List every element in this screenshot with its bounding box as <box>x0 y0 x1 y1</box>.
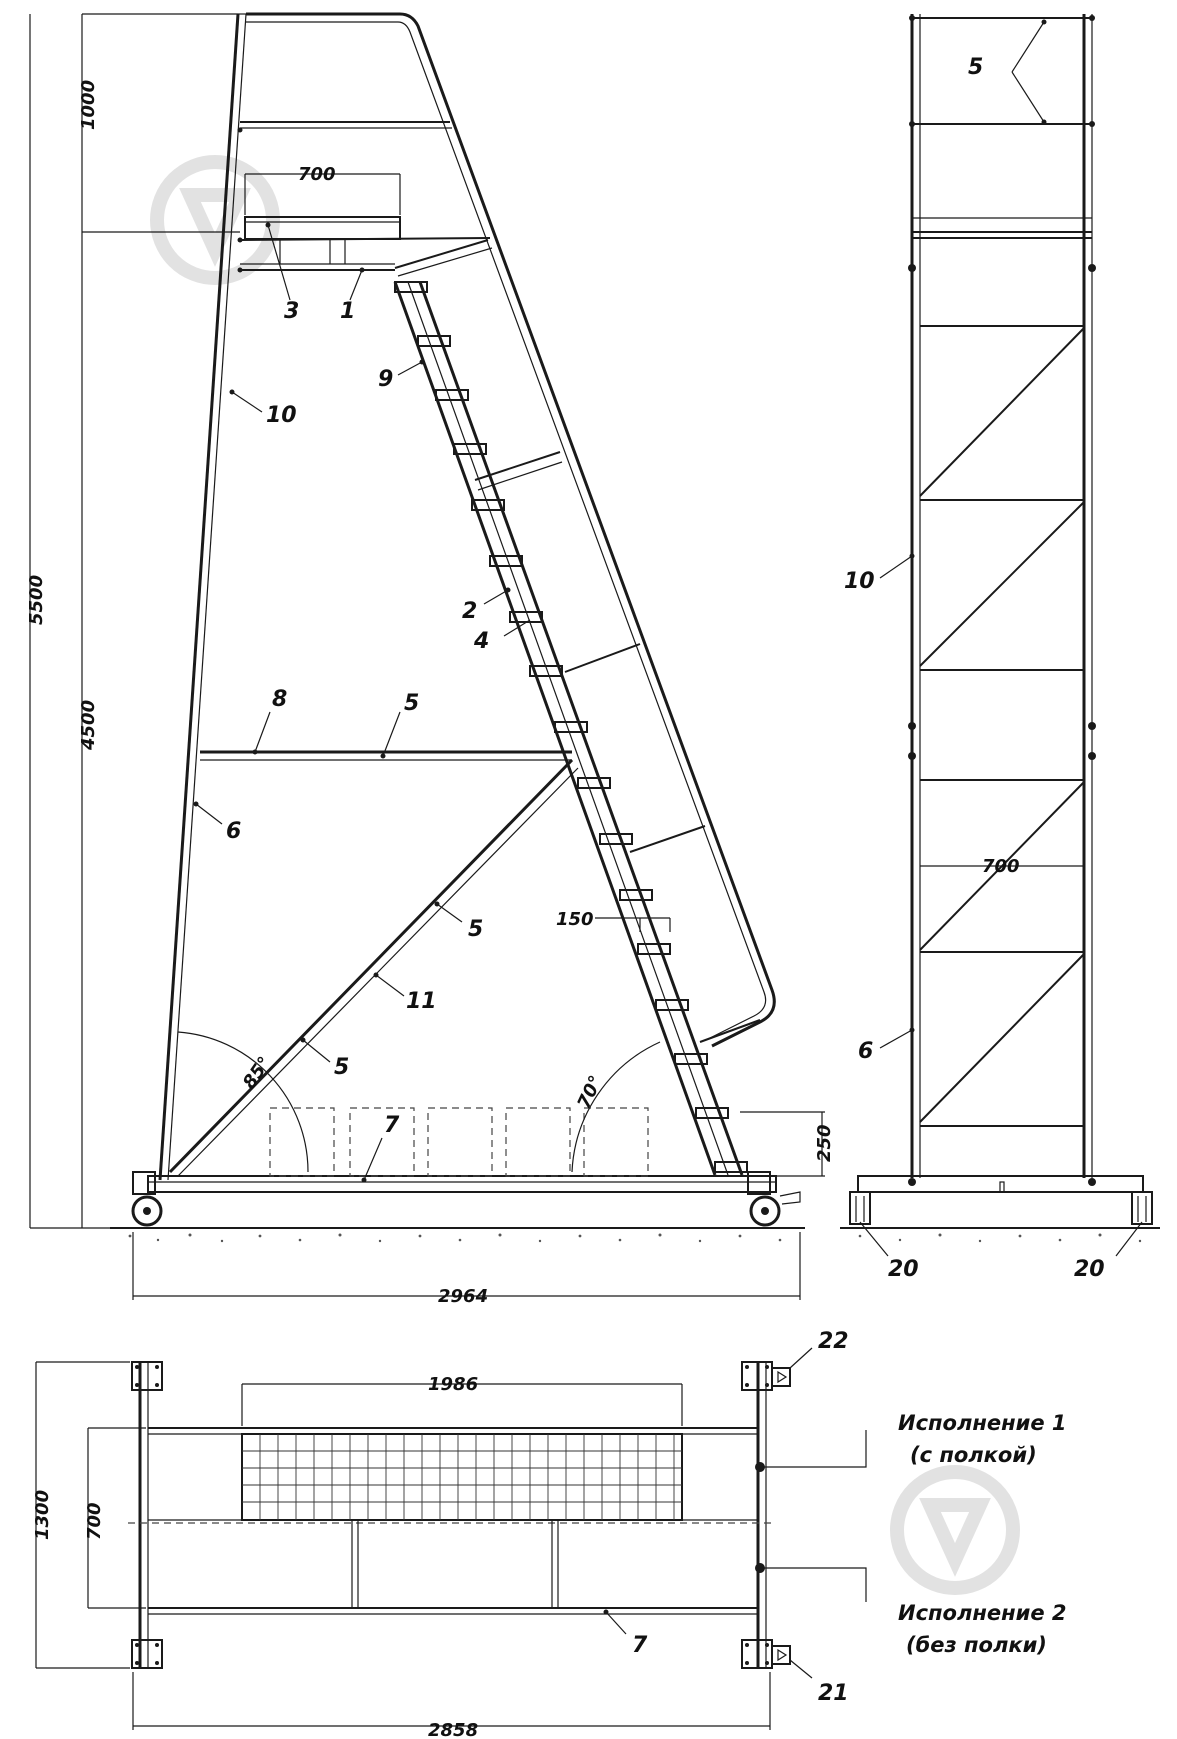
part-8: 8 <box>272 687 288 712</box>
shelf-mesh <box>242 1434 682 1520</box>
part-11: 11 <box>406 989 437 1014</box>
front-part-5: 5 <box>968 55 984 80</box>
side-view <box>30 14 825 1300</box>
angle-rear: 85° <box>238 1052 276 1093</box>
plan-dim-length: 2858 <box>428 1720 479 1739</box>
front-part-10: 10 <box>844 569 875 594</box>
dim-platform-height: 4500 <box>78 699 99 750</box>
variant-2-title: Исполнение 2 <box>898 1601 1067 1625</box>
dim-platform-depth: 700 <box>298 164 336 185</box>
plan-view <box>36 1348 866 1730</box>
rivets <box>194 128 511 1183</box>
dim-bottom-step: 250 <box>814 1124 835 1162</box>
plan-part-7: 7 <box>632 1633 648 1658</box>
plan-part-22: 22 <box>818 1329 849 1354</box>
plan-dim-shelf: 1986 <box>428 1374 479 1395</box>
plan-dim-width: 1300 <box>32 1489 53 1540</box>
front-part-20-right: 20 <box>1074 1257 1105 1282</box>
dim-total-height: 5500 <box>26 574 47 625</box>
angle-front: 70° <box>573 1072 607 1113</box>
front-wheel <box>748 1172 800 1225</box>
part-5-diag-upper: 5 <box>468 917 484 942</box>
part-1: 1 <box>340 299 356 324</box>
dim-top-rail: 1000 <box>78 79 99 130</box>
part-3: 3 <box>284 299 300 324</box>
part-9: 9 <box>378 367 394 392</box>
part-6: 6 <box>226 819 242 844</box>
front-part-6: 6 <box>858 1039 874 1064</box>
part-5-mid: 5 <box>404 691 420 716</box>
part-5-diag-lower: 5 <box>334 1055 350 1080</box>
stowed-boxes <box>270 1108 648 1176</box>
watermark-logo <box>157 162 1013 1588</box>
front-view <box>840 14 1160 1256</box>
dim-base-length: 2964 <box>438 1286 489 1307</box>
part-7: 7 <box>384 1113 400 1138</box>
part-4: 4 <box>474 629 490 654</box>
variant-1-subtitle: (с полкой) <box>910 1443 1037 1467</box>
front-part-20-left: 20 <box>888 1257 919 1282</box>
variant-2-subtitle: (без полки) <box>906 1633 1047 1657</box>
front-dim-700: 700 <box>982 856 1020 877</box>
part-2: 2 <box>462 599 478 624</box>
plan-dim-inner: 700 <box>84 1502 105 1540</box>
plan-part-21: 21 <box>818 1681 849 1706</box>
variant-1-title: Исполнение 1 <box>898 1411 1067 1435</box>
part-10: 10 <box>266 403 297 428</box>
ground-hatch <box>129 1234 782 1243</box>
dim-step-width: 150 <box>556 909 594 930</box>
